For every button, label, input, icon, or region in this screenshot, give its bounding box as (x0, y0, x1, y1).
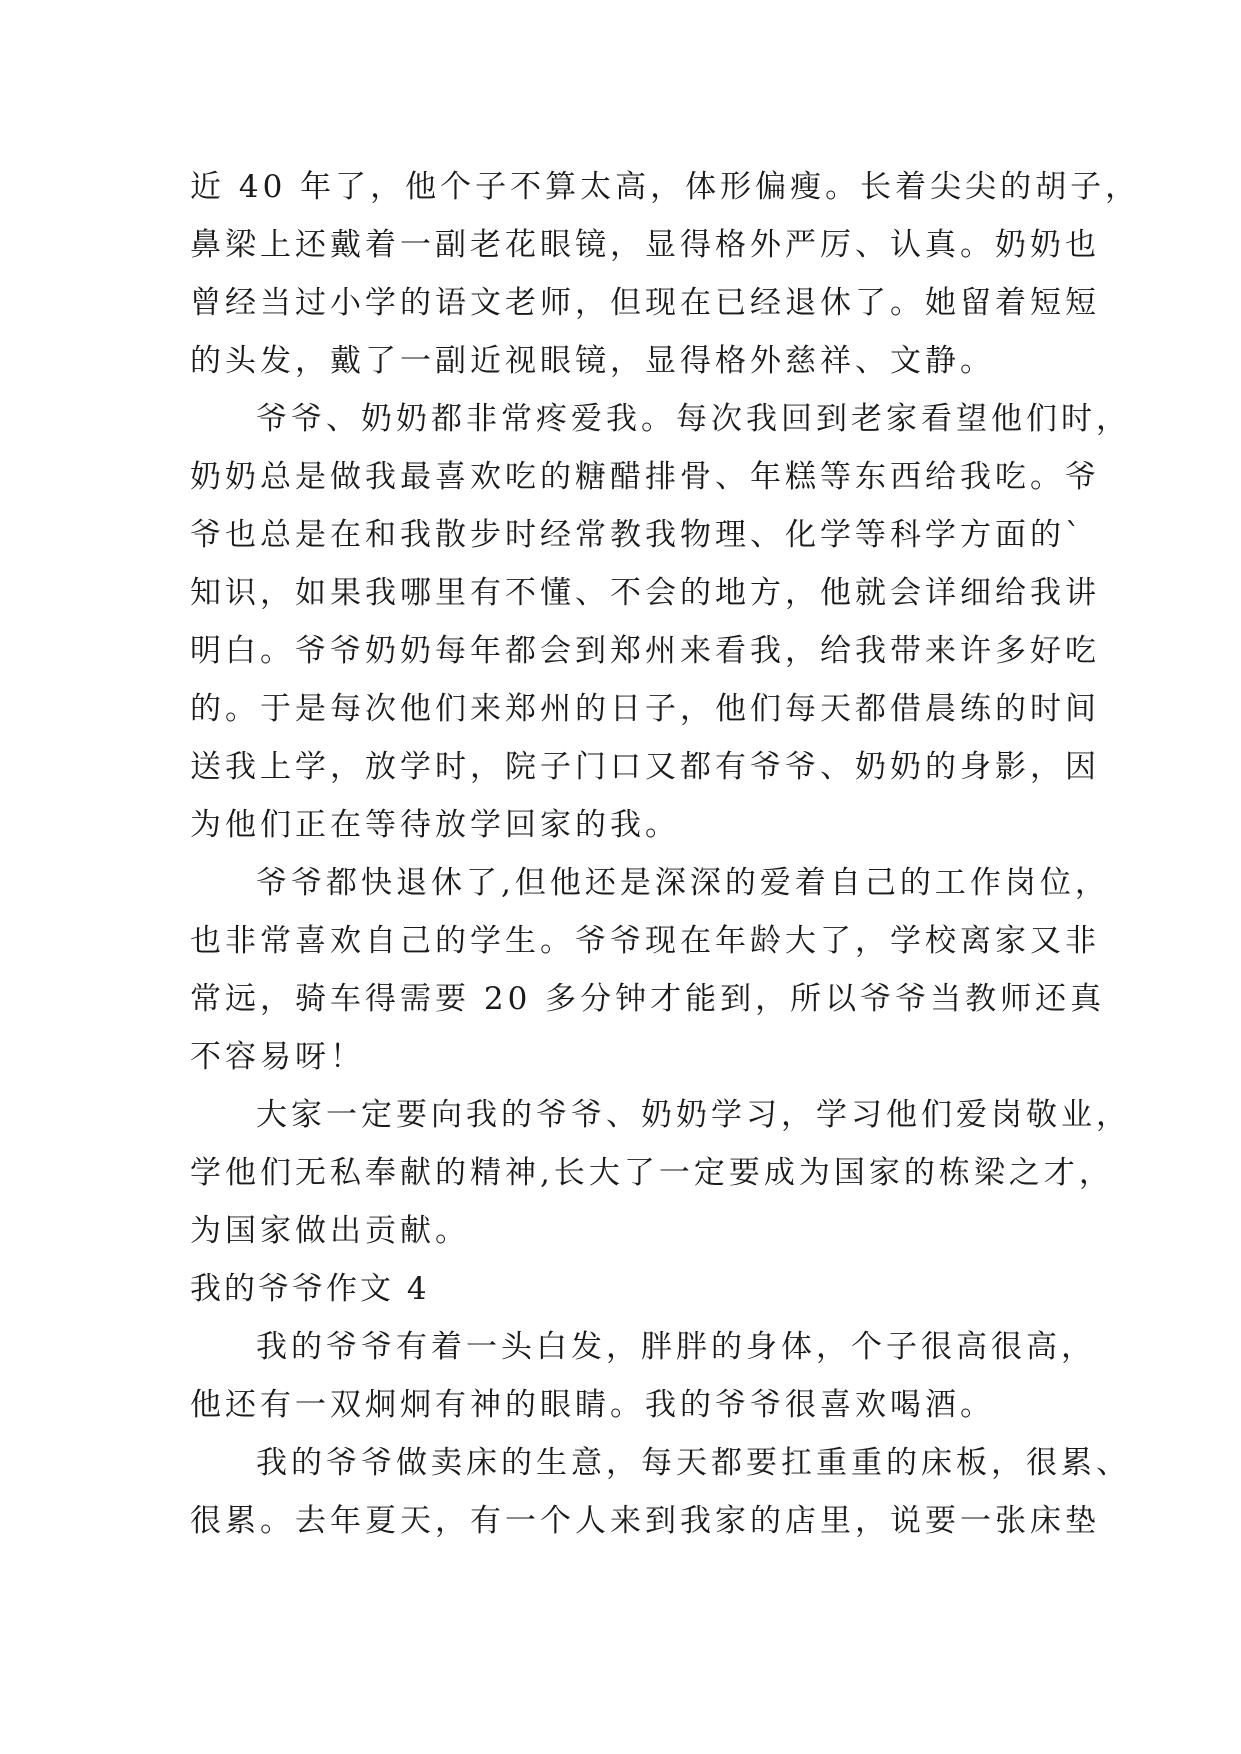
text-line: 爷爷都快退休了,但他还是深深的爱着自己的工作岗位， (256, 865, 1110, 901)
text-line: 爷也总是在和我散步时经常教我物理、化学等科学方面的` (190, 517, 1085, 553)
text-line: 很累。去年夏天，有一个人来到我家的店里，说要一张床垫 (190, 1503, 1100, 1539)
section-heading: 我的爷爷作文 4 (190, 1271, 430, 1307)
text-line: 鼻梁上还戴着一副老花眼镜，显得格外严厉、认真。奶奶也 (190, 227, 1100, 263)
text-line: 明白。爷爷奶奶每年都会到郑州来看我，给我带来许多好吃 (190, 633, 1100, 669)
text-line: 大家一定要向我的爷爷、奶奶学习，学习他们爱岗敬业， (256, 1097, 1131, 1133)
text-line: 曾经当过小学的语文老师，但现在已经退休了。她留着短短 (190, 285, 1100, 321)
text-line: 奶奶总是做我最喜欢吃的糖醋排骨、年糕等东西给我吃。爷 (190, 459, 1100, 495)
text-line: 的头发，戴了一副近视眼镜，显得格外慈祥、文静。 (190, 343, 995, 379)
text-line: 近 40 年了，他个子不算太高，体形偏瘦。长着尖尖的胡子， (190, 169, 1141, 205)
text-line: 不容易呀！ (190, 1039, 365, 1075)
text-line: 他还有一双炯炯有神的眼睛。我的爷爷很喜欢喝酒。 (190, 1387, 995, 1423)
text-line: 为国家做出贡献。 (190, 1213, 470, 1249)
text-line: 为他们正在等待放学回家的我。 (190, 807, 680, 843)
text-line: 学他们无私奉献的精神,长大了一定要成为国家的栋梁之才， (190, 1155, 1114, 1191)
text-line: 知识，如果我哪里有不懂、不会的地方，他就会详细给我讲 (190, 575, 1100, 611)
text-line: 的。于是每次他们来郑州的日子，他们每天都借晨练的时间 (190, 691, 1100, 727)
text-line: 我的爷爷做卖床的生意，每天都要扛重重的床板，很累、 (256, 1445, 1131, 1481)
text-line: 爷爷、奶奶都非常疼爱我。每次我回到老家看望他们时， (256, 401, 1131, 437)
text-line: 常远，骑车得需要 20 多分钟才能到，所以爷爷当教师还真 (190, 981, 1106, 1017)
document-body (190, 158, 1141, 1550)
text-line: 送我上学，放学时，院子门口又都有爷爷、奶奶的身影，因 (190, 749, 1100, 785)
text-line: 也非常喜欢自己的学生。爷爷现在年龄大了，学校离家又非 (190, 923, 1100, 959)
text-line: 我的爷爷有着一头白发，胖胖的身体，个子很高很高， (256, 1329, 1096, 1365)
